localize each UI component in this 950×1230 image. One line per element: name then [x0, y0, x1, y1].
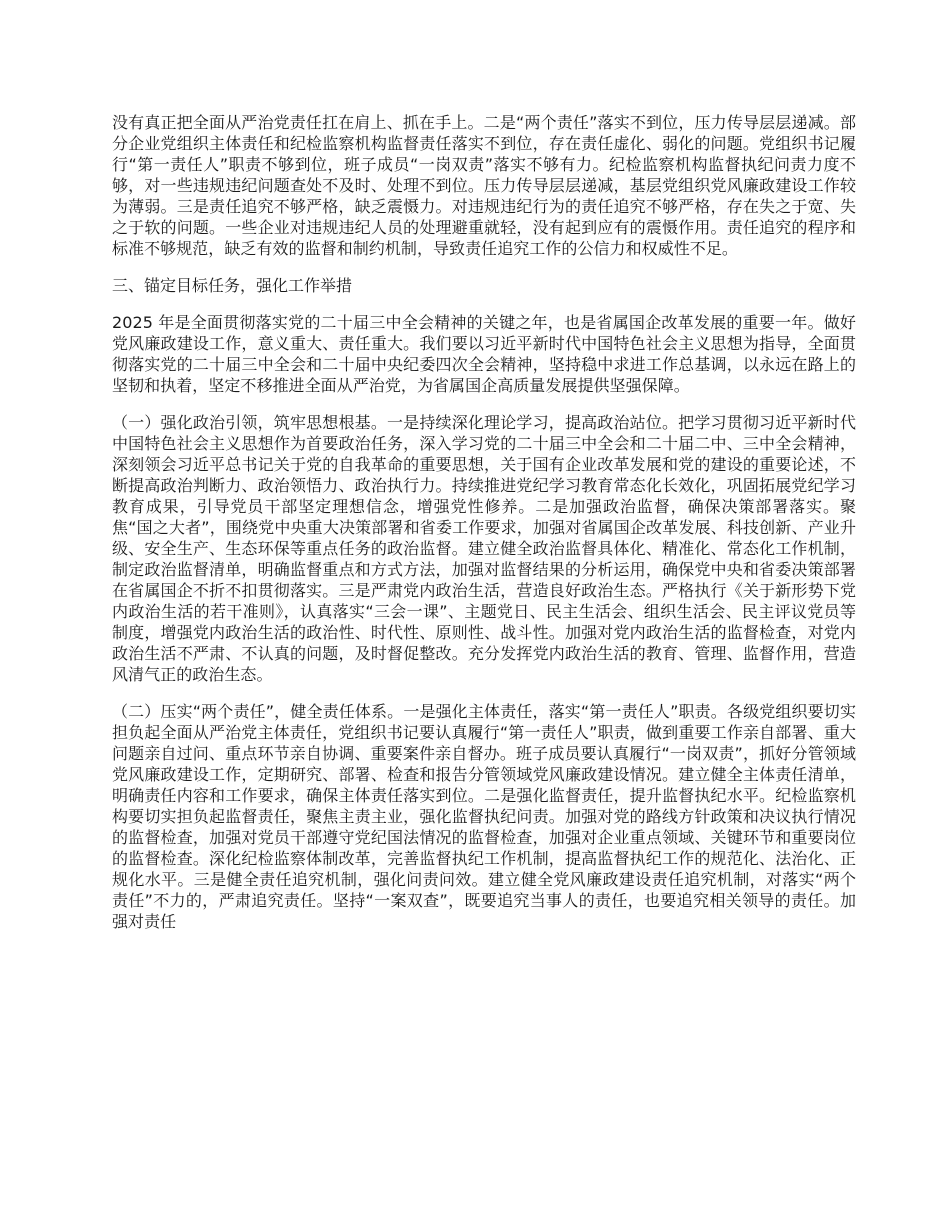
paragraph-two-responsibilities: （二）压实“两个责任”，健全责任体系。一是强化主体责任，落实“第一责任人”职责。各级党组织要切实担负起全面从严治党主体责任，党组织书记要认真履行“第一责任人”职责，做到重要工作亲自部署、重大问题亲自过问、重点环节亲自协调、重要案件亲自督办。班子成员要认真履行“一岗双责”，抓好分管领域党风廉政建设工作，定期研究、部署、检查和报告分管领域党风廉政建设情况。建立健全主体责任清单，明确责任内容和工作要求，确保主体责任落实到位。二是强化监督责任，提升监督执纪水平。纪检监察机构要切实担负起监督责任，聚焦主责主业，强化监督执纪问责。加强对党的路线方针政策和决议执行情况的监督检查，加强对党员干部遵守党纪国法情况的监督检查，加强对企业重点领域、关键环节和重要岗位的监督检查。深化纪检监察体制改革，完善监督执纪工作机制，提高监督执纪工作的规范化、法治化、正规化水平。三是健全责任追究机制，强化问责问效。建立健全党风廉政建设责任追究机制，对落实“两个责任”不力的，严肃追究责任。坚持“一案双查”，既要追究当事人的责任，也要追究相关领导的责任。加强对责任	[112, 702, 856, 931]
paragraph-responsibility-issues: 没有真正把全面从严治党责任扛在肩上、抓在手上。二是“两个责任”落实不到位，压力传导层层递减。部分企业党组织主体责任和纪检监察机构监督责任落实不到位，存在责任虚化、弱化的问题。党组织书记履行“第一责任人”职责不够到位，班子成员“一岗双责”落实不够有力。纪检监察机构监督执纪问责力度不够，对一些违规违纪问题查处不及时、处理不到位。压力传导层层递减，基层党组织党风廉政建设工作较为薄弱。三是责任追究不够严格，缺乏震慑力。对违规违纪行为的责任追究不够严格，存在失之于宽、失之于软的问题。一些企业对违规违纪人员的处理避重就轻，没有起到应有的震慑作用。责任追究的程序和标准不够规范，缺乏有效的监督和制约机制，导致责任追究工作的公信力和权威性不足。	[112, 113, 856, 258]
document-page	[112, 112, 856, 948]
section-heading-goals: 三、锚定目标任务，强化工作举措	[112, 276, 353, 295]
paragraph-2025-overview: 2025 年是全面贯彻落实党的二十届三中全会精神的关键之年，也是省属国企改革发展的重要一年。做好党风廉政建设工作，意义重大、责任重大。我们要以习近平新时代中国特色社会主义思想为指导，全面贯彻落实党的二十届三中全会和二十届中央纪委四次全会精神，坚持稳中求进工作总基调，以永远在路上的坚韧和执着，坚定不移推进全面从严治党，为省属国企高质量发展提供坚强保障。	[112, 313, 856, 395]
paragraph-political-guidance: （一）强化政治引领，筑牢思想根基。一是持续深化理论学习，提高政治站位。把学习贯彻习近平新时代中国特色社会主义思想作为首要政治任务，深入学习党的二十届三中全会和二十届二中、三中全会精神，深刻领会习近平总书记关于党的自我革命的重要思想，关于国有企业改革发展和党的建设的重要论述，不断提高政治判断力、政治领悟力、政治执行力。持续推进党纪学习教育常态化长效化，巩固拓展党纪学习教育成果，引导党员干部坚定理想信念，增强党性修养。二是加强政治监督，确保决策部署落实。聚焦“国之大者”，围绕党中央重大决策部署和省委工作要求，加强对省属国企改革发展、科技创新、产业升级、安全生产、生态环保等重点任务的政治监督。建立健全政治监督具体化、精准化、常态化工作机制，制定政治监督清单，明确监督重点和方式方法，加强对监督结果的分析运用，确保党中央和省委决策部署在省属国企不折不扣贯彻落实。三是严肃党内政治生活，营造良好政治生态。严格执行《关于新形势下党内政治生活的若干准则》，认真落实“三会一课”、主题党日、民主生活会、组织生活会、民主评议党员等制度，增强党内政治生活的政治性、时代性、原则性、战斗性。加强对党内政治生活的监督检查，对党内政治生活不严肃、不认真的问题，及时督促整改。充分发挥党内政治生活的教育、管理、监督作用，营造风清气正的政治生态。	[112, 413, 856, 684]
